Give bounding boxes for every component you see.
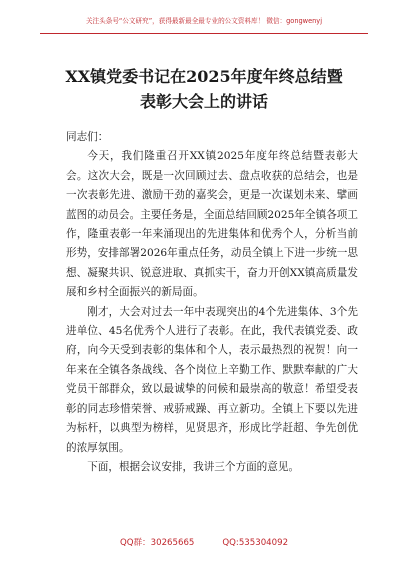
salutation: 同志们： <box>66 131 109 143</box>
document-body <box>66 128 358 477</box>
paragraph: 刚才，大会对过去一年中表现突出的4个先进集体、3个先进单位、45名优秀个人进行了表彰。在此，我代表镇党委、政府，向今天受到表彰的集体和个人，表示最热烈的祝贺！向一年来在全镇各条战线、各个岗位上辛勤工作、默默奉献的广大党员干部群众，致以最诚挚的问候和最崇高的敬意！希望受表彰的同志珍惜荣誉、戒骄戒躁、再立新功。全镇上下要以先进为标杆，以典型为榜样，见贤思齐，形成比学赶超、争先创优的浓厚氛围。 <box>66 305 358 454</box>
paragraph: 今天，我们隆重召开XX镇2025年度年终总结暨表彰大会。这次大会，既是一次回顾过去、盘点收获的总结会，也是一次表彰先进、激励干劲的嘉奖会，更是一次谋划未来、擘画蓝图的动员会。主要任务是，全面总结回顾2025年全镇各项工作，隆重表彰一年来涌现出的先进集体和优秀个人，分析当前形势，安排部署2026年重点任务，动员全镇上下进一步统一思想、凝聚共识、锐意进取、真抓实干，奋力开创XX镇高质量发展和乡村全面振兴的新局面。 <box>66 150 358 299</box>
header-divider <box>40 33 368 34</box>
paragraph: 下面，根据会议安排，我讲三个方面的意见。 <box>87 460 300 473</box>
document-title: XX镇党委书记在2025年度年终总结暨表彰大会上的讲话 <box>65 67 343 111</box>
header-banner: 关注头条号“公文研究”，获得最新最全最专业的公文资料库！ 微信：gongwenyj <box>85 17 323 25</box>
footer-qq-group: QQ群：30265665 <box>119 538 195 548</box>
footer-contact <box>0 536 408 550</box>
footer-qq: QQ:535304092 <box>222 538 289 548</box>
